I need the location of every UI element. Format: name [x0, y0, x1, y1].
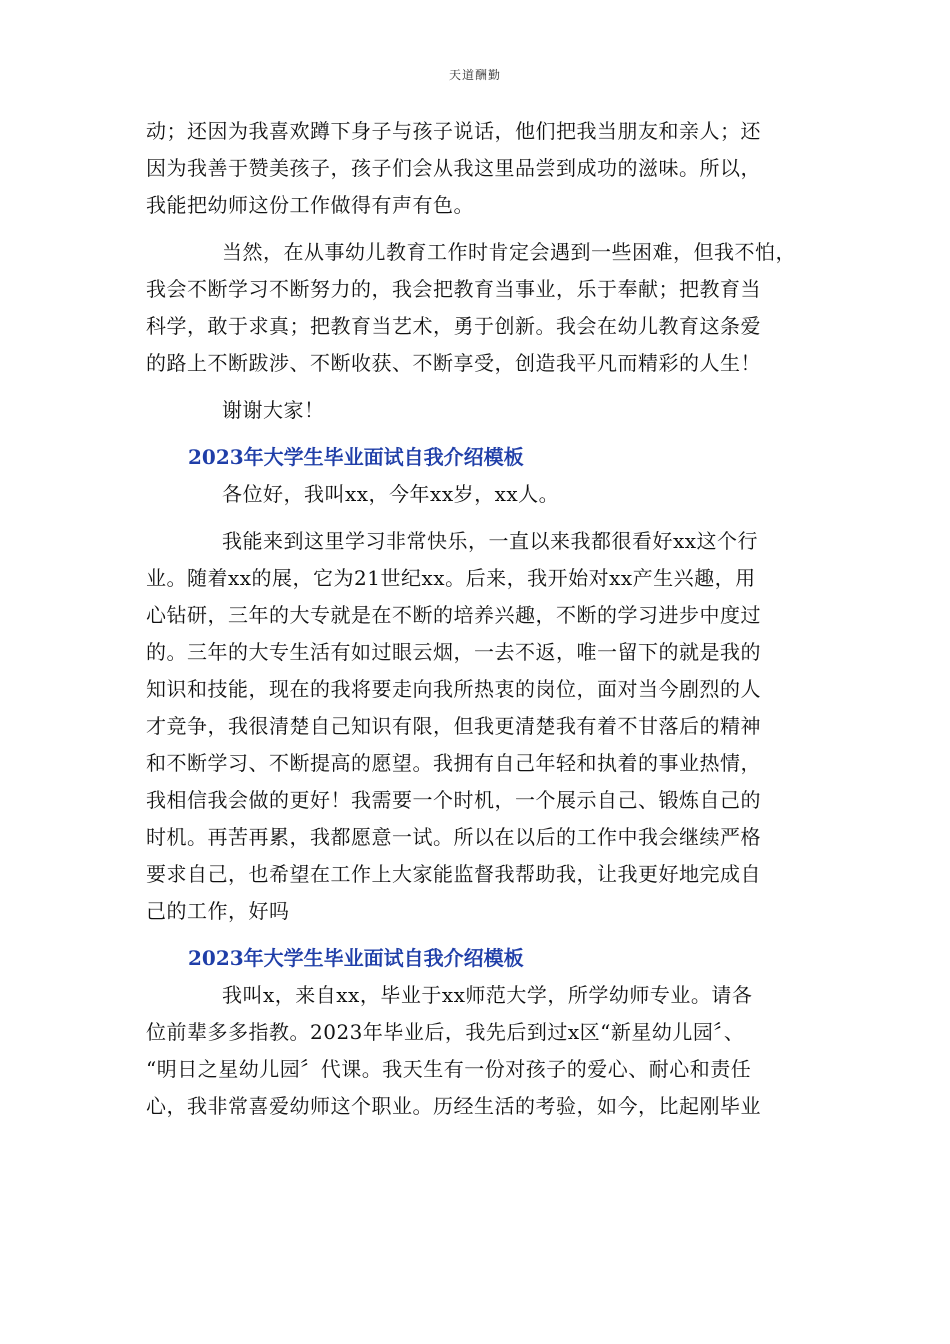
- text-line: 当然，在从事幼儿教育工作时肯定会遇到一些困难，但我不怕，: [222, 240, 796, 264]
- text-line: 的。三年的大专生活有如过眼云烟，一去不返，唯一留下的就是我的: [146, 640, 761, 664]
- text-line: 我叫x，来自xx，毕业于xx师范大学，所学幼师专业。请各: [222, 983, 753, 1007]
- paragraph: [146, 977, 806, 1125]
- paragraph: [146, 392, 806, 429]
- text-line: 我能来到这里学习非常快乐，一直以来我都很看好xx这个行: [222, 529, 759, 553]
- text-line: 才竞争，我很清楚自己知识有限，但我更清楚我有着不甘落后的精神: [146, 714, 761, 738]
- text-line: 动；还因为我喜欢蹲下身子与孩子说话，他们把我当朋友和亲人；还: [146, 119, 761, 143]
- section-heading: 2023年大学生毕业面试自我介绍模板: [188, 445, 524, 469]
- document-body: [146, 113, 806, 1125]
- text-line: 心钻研，三年的大专就是在不断的培养兴趣，不断的学习进步中度过: [146, 603, 761, 627]
- text-line: 各位好，我叫xx，今年xx岁，xx人。: [222, 482, 560, 506]
- text-line: 和不断学习、不断提高的愿望。我拥有自己年轻和执着的事业热情，: [146, 751, 761, 775]
- text-line: 要求自己，也希望在工作上大家能监督我帮助我，让我更好地完成自: [146, 862, 761, 886]
- paragraph: [146, 113, 806, 224]
- text-line: “明日之星幼儿园〞代课。我天生有一份对孩子的爱心、耐心和责任: [146, 1057, 752, 1081]
- text-line: 我相信我会做的更好！我需要一个时机，一个展示自己、锻炼自己的: [146, 788, 761, 812]
- text-line: 业。随着xx的展，它为21世纪xx。后来，我开始对xx产生兴趣，用: [146, 566, 756, 590]
- paragraph: [146, 476, 806, 513]
- text-line: 己的工作，好吗: [146, 899, 290, 923]
- text-line: 的路上不断跋涉、不断收获、不断享受，创造我平凡而精彩的人生！: [146, 351, 761, 375]
- paragraph: [146, 234, 806, 382]
- text-line: 科学，敢于求真；把教育当艺术，勇于创新。我会在幼儿教育这条爱: [146, 314, 761, 338]
- text-line: 知识和技能，现在的我将要走向我所热衷的岗位，面对当今剧烈的人: [146, 677, 761, 701]
- text-line: 心，我非常喜爱幼师这个职业。历经生活的考验，如今，比起刚毕业: [146, 1094, 761, 1118]
- section-heading: 2023年大学生毕业面试自我介绍模板: [188, 946, 524, 970]
- text-line: 位前辈多多指教。2023年毕业后，我先后到过x区“新星幼儿园〞、: [146, 1020, 745, 1044]
- page-header: 天道酬勤: [448, 68, 501, 82]
- text-line: 我会不断学习不断努力的，我会把教育当事业，乐于奉献；把教育当: [146, 277, 761, 301]
- text-line: 时机。再苦再累，我都愿意一试。所以在以后的工作中我会继续严格: [146, 825, 761, 849]
- text-line: 我能把幼师这份工作做得有声有色。: [146, 193, 474, 217]
- text-line: 谢谢大家！: [222, 398, 325, 422]
- paragraph: [146, 523, 806, 930]
- text-line: 因为我善于赞美孩子，孩子们会从我这里品尝到成功的滋味。所以，: [146, 156, 761, 180]
